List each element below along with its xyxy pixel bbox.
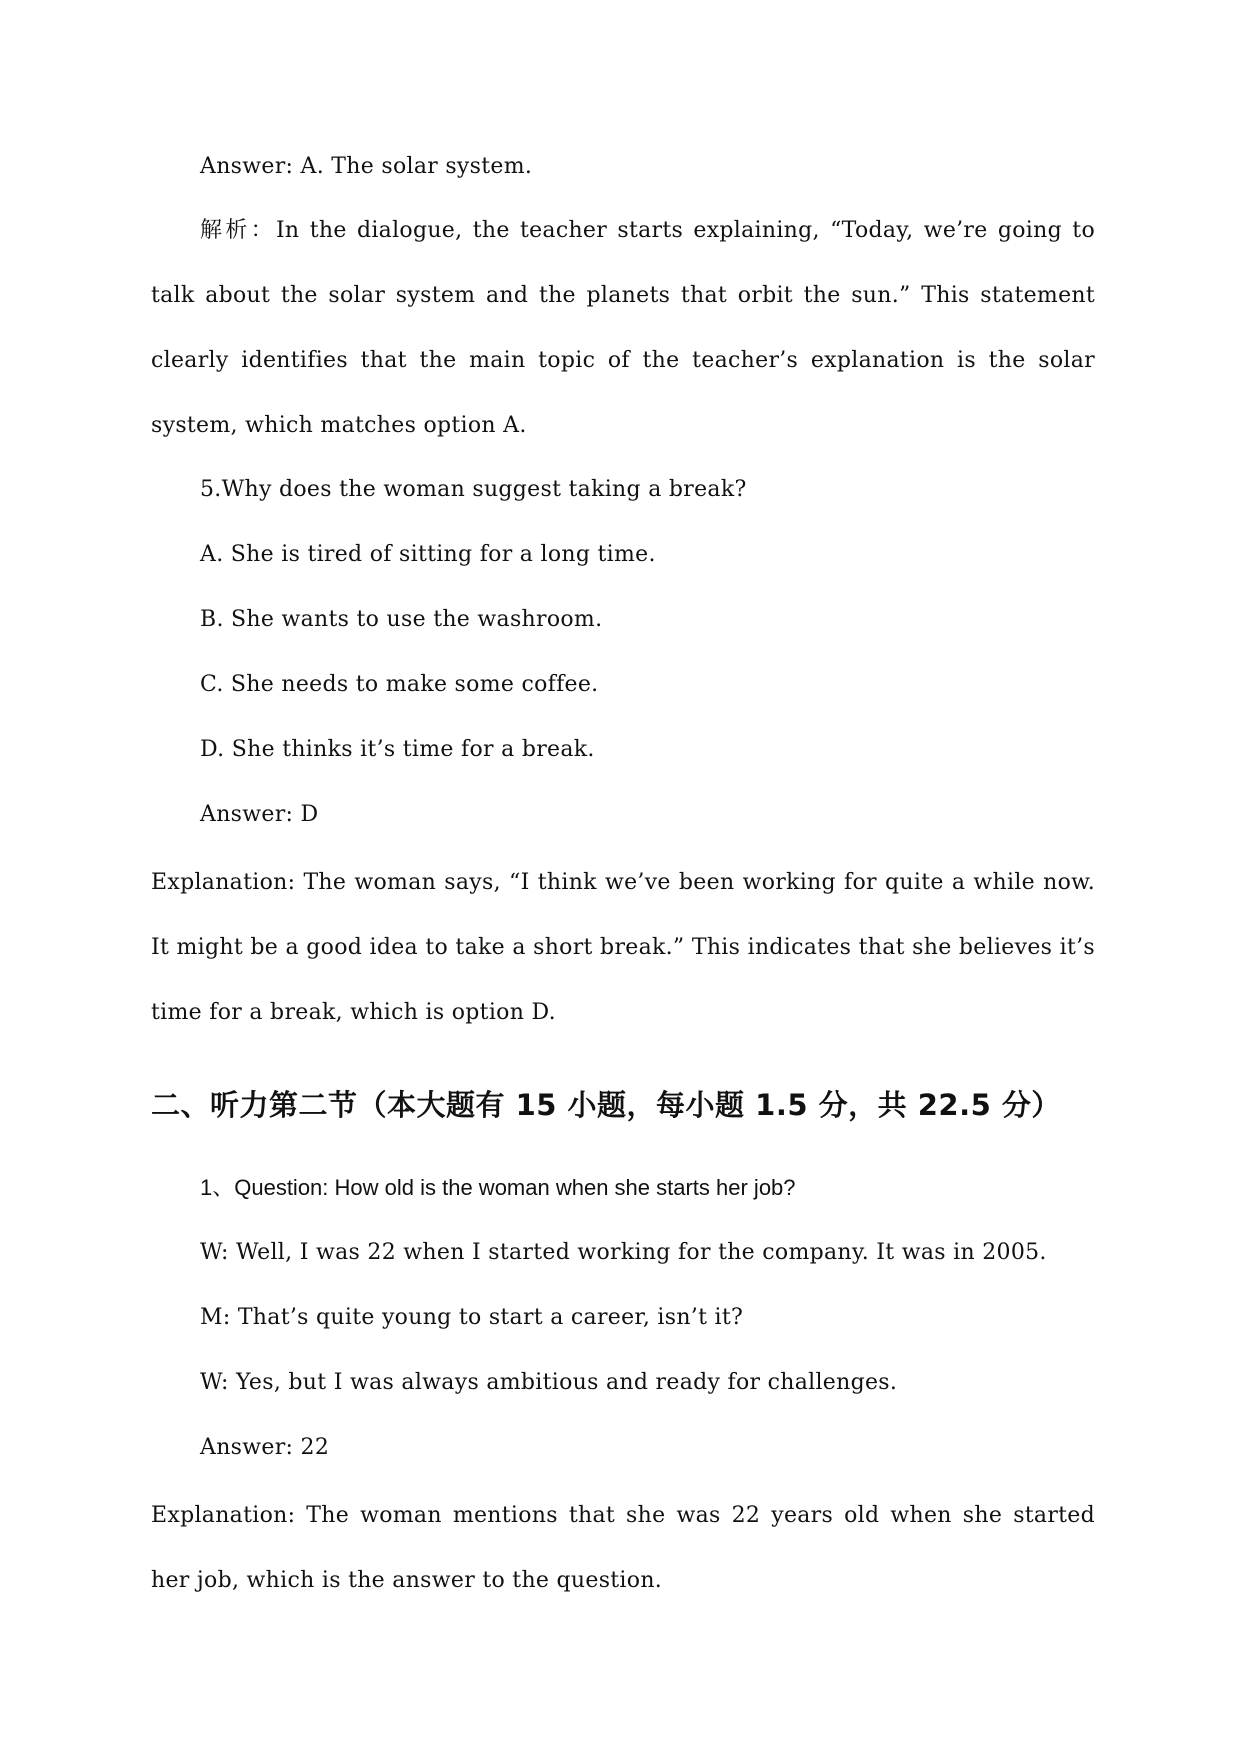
q5-option-c: C. She needs to make some coffee.: [200, 672, 599, 697]
dialogue-line-3: W: Yes, but I was always ambitious and ready for challenges.: [200, 1370, 898, 1395]
q5-option-a: A. She is tired of sitting for a long time.: [200, 542, 656, 567]
q5-option-d: D. She thinks it’s time for a break.: [200, 737, 595, 762]
s2-q1-explanation: Explanation: The woman mentions that she was 22 years old when she started her job, which is the answer to the question.: [151, 1503, 1095, 1593]
q5-explanation: Explanation: The woman says, “I think we’ve been working for quite a while now. It might be a good idea to take a short break.” This indicates that she believes it’s time for a break, which is option D.: [151, 870, 1095, 1025]
q5-option-b: B. She wants to use the washroom.: [200, 607, 603, 632]
s2-q1-question: 1、Question: How old is the woman when she starts her job?: [200, 1175, 796, 1200]
q4-answer: Answer: A. The solar system.: [200, 154, 533, 179]
q5-answer: Answer: D: [200, 802, 319, 827]
s2-q1-answer: Answer: 22: [200, 1435, 330, 1460]
section-heading: 二、听力第二节（本大题有 15 小题，每小题 1.5 分，共 22.5 分）: [151, 1088, 1061, 1122]
q4-analysis: 解析：In the dialogue, the teacher starts explaining, “Today, we’re going to talk about the solar system and the planets that orbit the sun.” This statement clearly identifies that the main topic of the teacher’s explanation is the solar system, which matches option A.: [151, 218, 1095, 438]
q5-question: 5.Why does the woman suggest taking a break?: [200, 477, 747, 502]
dialogue-line-2: M: That’s quite young to start a career, isn’t it?: [200, 1305, 744, 1330]
dialogue-line-1: W: Well, I was 22 when I started working for the company. It was in 2005.: [200, 1240, 1047, 1265]
